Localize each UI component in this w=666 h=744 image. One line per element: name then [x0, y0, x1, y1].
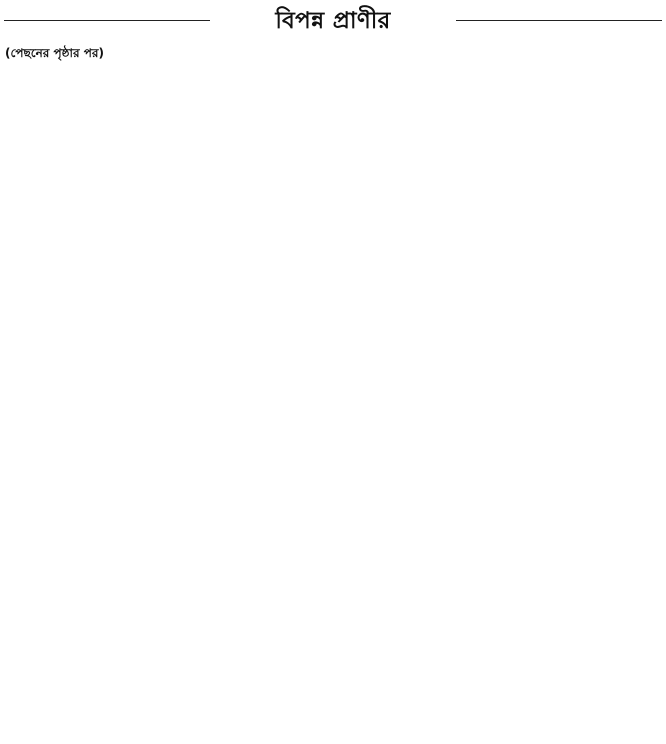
headline-box: [210, 4, 456, 38]
article-body: [5, 42, 661, 740]
article-headline: বিপন্ন প্রাণীর: [275, 7, 391, 34]
continued-from-label: (পেছনের পৃষ্ঠার পর): [5, 46, 104, 60]
article-header: [0, 0, 666, 42]
left-column: [5, 42, 328, 740]
right-column: [338, 42, 661, 740]
